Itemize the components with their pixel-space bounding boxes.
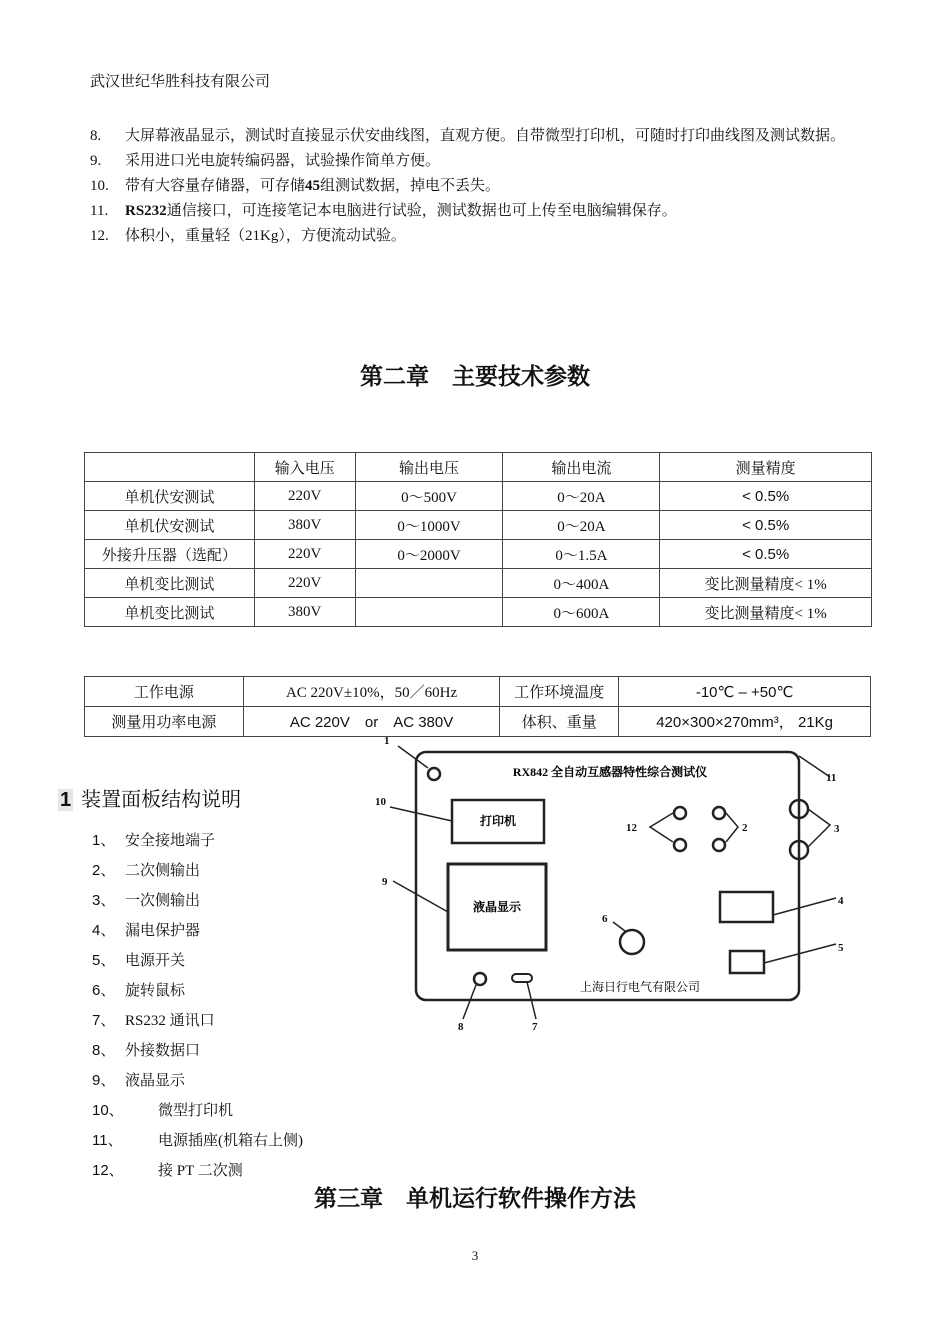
callout-number: 11 [826,772,837,784]
panel-title: RX842 全自动互感器特性综合测试仪 [512,765,708,779]
table-row [85,569,872,598]
table-cell: 单机伏安测试 [85,482,255,511]
list-item-number: 10. [90,178,109,194]
table-cell: 220V [254,569,355,598]
table-row [85,511,872,540]
list-item-text-bold: 45 [305,178,321,194]
part-number: 1、 [92,832,116,849]
rs232-port [512,974,532,982]
panel-diagram [360,732,860,1042]
part-number: 6、 [92,982,116,999]
callout-number: 6 [602,913,608,925]
callout-number: 2 [742,822,748,834]
chapter-3-title: 第三章 单机运行软件操作方法 [314,1185,636,1211]
secondary-output-terminal [713,807,725,819]
list-item-text-pre: 带有大容量存储器，可存储 [125,178,306,194]
table-cell: 单机伏安测试 [85,511,255,540]
table-row [85,677,871,707]
part-label: RS232 通讯口 [125,1013,215,1029]
part-label: 漏电保护器 [125,923,201,939]
table-row [85,598,872,627]
table-cell: 外接升压器（选配） [85,540,255,569]
panel-outline [416,752,799,1000]
table-cell: 0～20A [503,511,660,540]
list-item-number: 8. [90,128,102,144]
callout-number: 12 [626,822,637,834]
list-item-number: 9. [90,153,102,169]
table-cell: < 0.5% [660,540,872,569]
part-label: 旋转鼠标 [125,983,186,999]
part-label: 一次侧输出 [125,893,201,909]
list-item [92,976,303,1006]
list-item-text: 大屏幕液晶显示，测试时直接显示伏安曲线图，直观方便。自带微型打印机，可随时打印曲线图及测试数据。 [125,128,846,144]
callout-number: 3 [834,823,840,835]
lcd-label: 液晶显示 [472,900,522,914]
table-header-cell: 输入电压 [254,453,355,482]
callout-number: 5 [838,942,844,954]
callout-number: 8 [458,1021,464,1033]
table-cell: 0～1.5A [503,540,660,569]
list-item [92,886,303,916]
table-cell: 体积、重量 [500,707,619,737]
part-number: 9、 [92,1072,116,1089]
part-number: 8、 [92,1042,116,1059]
list-item [92,1066,303,1096]
table-cell: 0～400A [503,569,660,598]
part-number: 3、 [92,892,116,909]
table-cell: 变比测量精度< 1% [660,598,872,627]
list-item-text: 采用进口光电旋转编码器，试验操作简单方便。 [125,153,441,169]
rotary-knob [620,930,644,954]
part-label: 液晶显示 [125,1073,186,1089]
table-cell: AC 220V or AC 380V [243,707,500,737]
part-label: 安全接地端子 [125,833,216,849]
part-number: 4、 [92,922,116,939]
table-cell: 单机变比测试 [85,569,255,598]
table-cell: -10℃ – +50℃ [619,677,871,707]
list-item-number: 12. [90,228,109,244]
callout-number: 1 [384,735,390,747]
table-cell: 工作电源 [85,677,244,707]
table-row [85,540,872,569]
callout-number: 9 [382,876,388,888]
part-number: 5、 [92,952,116,969]
part-label: 接 PT 二次测 [158,1163,243,1179]
part-label: 二次侧输出 [125,863,201,879]
list-item [92,1036,303,1066]
part-label: 外接数据口 [125,1043,201,1059]
table-cell [355,569,503,598]
table-header-row [85,453,872,482]
part-number: 10、 [92,1102,124,1119]
table-cell: 220V [254,482,355,511]
grounding-terminal [428,768,440,780]
external-data-port [474,973,486,985]
list-item [90,124,880,149]
power-switch [730,951,764,973]
table-row [85,482,872,511]
part-label: 电源开关 [125,953,186,969]
feature-list [90,124,880,249]
table-cell: 变比测量精度< 1% [660,569,872,598]
table-cell [355,598,503,627]
list-item-text-post: 组测试数据，掉电不丢失。 [320,178,501,194]
secondary-output-terminal [674,807,686,819]
part-number: 12、 [92,1162,124,1179]
section-title-text: 装置面板结构说明 [81,789,242,811]
list-item [92,1006,303,1036]
list-item-text-post: 通信接口，可连接笔记本电脑进行试验，测试数据也可上传至电脑编辑保存。 [166,203,677,219]
table-cell: 0～1000V [355,511,503,540]
printer-label: 打印机 [479,814,517,828]
list-item [92,946,303,976]
part-number: 2、 [92,862,116,879]
table-cell: 0～2000V [355,540,503,569]
panel-parts-list [92,826,303,1186]
page-header-company: 武汉世纪华胜科技有限公司 [90,73,271,90]
part-number: 11、 [92,1132,123,1149]
table-cell: 单机变比测试 [85,598,255,627]
panel-maker-label: 上海日行电气有限公司 [579,980,701,994]
secondary-output-terminal [674,839,686,851]
section-number: 1 [60,789,72,811]
list-item [90,199,880,224]
table-header-cell [85,453,255,482]
list-item [90,174,880,199]
secondary-output-terminal [713,839,725,851]
table-cell: < 0.5% [660,482,872,511]
table-cell: 380V [254,511,355,540]
part-label: 电源插座(机箱右上侧) [158,1133,303,1149]
list-item-number: 11. [90,203,109,219]
list-item [90,224,880,249]
params-table [84,452,872,627]
table-header-cell: 输出电流 [503,453,660,482]
callout-number: 7 [532,1021,538,1033]
list-item [92,1096,303,1126]
list-item-text-bold: RS232 [125,203,167,219]
section-1-title [58,783,241,812]
table-cell: 420×300×270mm³， 21Kg [619,707,871,737]
table-cell: 220V [254,540,355,569]
callout-number: 4 [838,895,844,907]
list-item [92,856,303,886]
callout-number: 10 [375,796,386,808]
chapter-2-title: 第二章 主要技术参数 [360,363,590,389]
list-item [92,826,303,856]
table-header-cell: 输出电压 [355,453,503,482]
list-item [92,916,303,946]
callout-lines [390,746,836,1019]
list-item-text: 体积小，重量轻（21Kg），方便流动试验。 [125,228,406,244]
table-cell: 工作环境温度 [500,677,619,707]
table-cell: AC 220V±10%，50／60Hz [243,677,500,707]
table-cell: 0～20A [503,482,660,511]
page-number: 3 [471,1248,479,1263]
table-cell: 0～500V [355,482,503,511]
environment-table [84,676,871,737]
table-cell: < 0.5% [660,511,872,540]
table-cell: 0～600A [503,598,660,627]
part-number: 7、 [92,1012,116,1029]
part-label: 微型打印机 [158,1103,234,1119]
list-item [90,149,880,174]
table-cell: 测量用功率电源 [85,707,244,737]
leakage-protector [720,892,773,922]
table-header-cell: 测量精度 [660,453,872,482]
list-item [92,1126,303,1156]
table-cell: 380V [254,598,355,627]
